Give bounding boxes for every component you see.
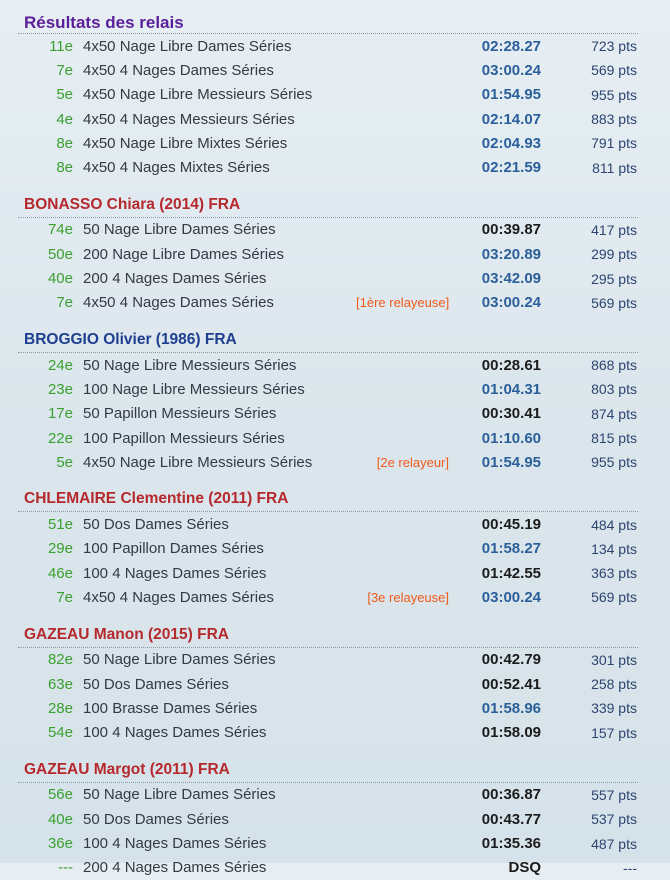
result-row[interactable] [18,242,638,266]
event-name: 4x50 Nage Libre Dames Séries [83,37,292,55]
rank-label: 11e [49,37,73,55]
result-row[interactable] [18,537,638,561]
rank-label: 74e [47,221,73,239]
result-section [18,0,638,180]
result-row[interactable] [18,34,638,58]
rank-label: 8e [56,159,73,177]
swim-time: 01:58.27 [481,540,541,558]
rank-label: 8e [56,134,73,152]
result-row[interactable] [18,58,638,82]
points-value: 569 pts [591,62,637,79]
points-value: 134 pts [591,540,637,557]
swim-time: 01:54.95 [481,86,541,104]
rank-label: 7e [56,588,73,606]
points-value: 569 pts [591,589,637,606]
results-page [18,0,638,880]
swim-time: 01:35.36 [481,835,541,853]
event-name: 50 Dos Dames Séries [83,810,229,828]
section-gap [18,745,638,758]
swim-time: 01:42.55 [481,564,541,582]
event-name: 100 Papillon Messieurs Séries [83,429,285,447]
result-row[interactable] [18,155,638,179]
rank-label: 63e [47,675,73,693]
swim-time: 01:58.96 [481,699,541,717]
result-section [18,623,638,745]
rank-label: 7e [56,294,73,312]
points-value: 557 pts [591,786,637,803]
swimmer-name[interactable]: CHLEMAIRE Clementine (2011) FRA [18,487,638,512]
rank-label: 5e [56,86,73,104]
result-row[interactable] [18,672,638,696]
swimmer-name[interactable]: GAZEAU Margot (2011) FRA [18,758,638,783]
points-value: 417 pts [591,221,637,238]
result-row[interactable] [18,648,638,672]
event-name: 200 4 Nages Dames Séries [83,859,267,877]
rank-label: 40e [47,270,73,288]
points-value: 811 pts [592,159,637,176]
result-row[interactable] [18,266,638,290]
result-row[interactable] [18,512,638,536]
swim-time: 00:42.79 [481,651,541,669]
result-row[interactable] [18,107,638,131]
points-value: 815 pts [591,430,637,446]
rank-label: 28e [47,699,73,717]
event-name: 50 Dos Dames Séries [83,675,229,693]
points-value: 339 pts [591,700,637,717]
result-row[interactable] [18,585,638,609]
points-value: 569 pts [591,294,637,311]
section-gap [18,180,638,193]
event-name: 50 Dos Dames Séries [83,516,229,534]
points-value: 258 pts [591,676,637,693]
swim-time: 00:52.41 [481,675,541,693]
swim-time: 00:39.87 [481,221,541,239]
result-section [18,758,638,880]
event-name: 4x50 4 Nages Dames Séries [83,61,274,79]
swim-time: 01:04.31 [481,380,541,398]
swim-time: 03:20.89 [481,245,541,263]
event-name: 50 Nage Libre Messieurs Séries [83,356,297,374]
rank-label: 4e [56,110,73,128]
points-value: 723 pts [591,38,637,55]
swim-time: 00:36.87 [481,786,541,804]
swim-time: 01:10.60 [481,429,541,447]
points-value: 157 pts [591,724,637,741]
swim-time: 00:43.77 [481,810,541,828]
points-value: --- [623,859,637,876]
points-value: 791 pts [591,135,637,152]
result-row[interactable] [18,696,638,720]
event-name: 4x50 4 Nages Dames Séries [83,294,274,312]
result-row[interactable] [18,377,638,401]
rank-label: 29e [47,540,73,558]
event-name: 50 Nage Libre Dames Séries [83,651,276,669]
swimmer-name[interactable]: BROGGIO Olivier (1986) FRA [18,328,638,353]
result-section [18,193,638,315]
rank-label: 46e [47,564,73,582]
swim-time: 02:28.27 [481,37,541,55]
rank-label: 50e [47,245,73,263]
swim-time: 02:04.93 [481,134,541,152]
event-name: 100 4 Nages Dames Séries [83,835,267,853]
swim-time: 03:00.24 [481,61,541,79]
points-value: 874 pts [591,405,637,422]
result-row[interactable] [18,807,638,831]
rank-label: 51e [47,516,73,534]
rank-label: 22e [47,429,73,447]
result-row[interactable] [18,131,638,155]
rank-label: 5e [56,453,73,471]
event-name: 4x50 Nage Libre Messieurs Séries [83,453,313,471]
points-value: 484 pts [591,516,637,533]
points-value: 487 pts [591,835,637,852]
rank-label: 24e [47,356,73,374]
points-value: 301 pts [591,651,637,668]
relay-results-title: Résultats des relais [18,0,638,34]
swim-time: 03:00.24 [481,294,541,312]
event-name: 100 Nage Libre Messieurs Séries [83,380,305,398]
event-name: 50 Nage Libre Dames Séries [83,786,276,804]
event-name: 4x50 4 Nages Mixtes Séries [83,159,270,177]
section-gap [18,610,638,623]
points-value: 883 pts [591,111,637,128]
result-row[interactable] [18,426,638,450]
event-name: 100 Papillon Dames Séries [83,540,264,558]
rank-label: 82e [47,651,73,669]
result-row[interactable] [18,856,638,880]
points-value: 803 pts [591,381,637,398]
swim-time: 00:45.19 [481,516,541,534]
result-row[interactable] [18,721,638,745]
rank-label: 56e [47,786,73,804]
points-value: 299 pts [591,246,637,263]
result-section [18,328,638,474]
swim-time: 02:14.07 [481,110,541,128]
event-name: 200 Nage Libre Dames Séries [83,245,284,263]
swimmer-name[interactable]: BONASSO Chiara (2014) FRA [18,193,638,218]
event-name: 50 Papillon Messieurs Séries [83,405,277,423]
swim-time: 03:42.09 [481,270,541,288]
event-name: 100 4 Nages Dames Séries [83,724,267,742]
points-value: 955 pts [591,86,637,103]
event-name: 50 Nage Libre Dames Séries [83,221,276,239]
result-row[interactable] [18,450,638,474]
result-row[interactable] [18,561,638,585]
result-row[interactable] [18,783,638,807]
swimmer-name[interactable]: GAZEAU Manon (2015) FRA [18,623,638,648]
points-value: 537 pts [591,811,637,828]
rank-label: 17e [47,405,73,423]
points-value: 955 pts [591,454,637,471]
points-value: 295 pts [591,270,637,287]
rank-label: 7e [56,61,73,79]
swim-time: 01:54.95 [481,453,541,471]
swim-time: 01:58.09 [481,724,541,742]
relay-position-note: [1ère relayeuse] [356,295,450,311]
result-row[interactable] [18,291,638,315]
result-row[interactable] [18,402,638,426]
result-row[interactable] [18,83,638,107]
swim-time: 00:28.61 [481,356,541,374]
swim-time: 03:00.24 [481,588,541,606]
swim-time: DSQ [508,859,541,877]
event-name: 4x50 4 Nages Dames Séries [83,588,274,606]
result-row[interactable] [18,218,638,242]
event-name: 4x50 4 Nages Messieurs Séries [83,110,295,128]
result-row[interactable] [18,353,638,377]
rank-label: 54e [47,724,73,742]
points-value: 868 pts [591,357,637,374]
event-name: 4x50 Nage Libre Messieurs Séries [83,86,313,104]
rank-label: 23e [47,380,73,398]
event-name: 200 4 Nages Dames Séries [83,270,267,288]
event-name: 4x50 Nage Libre Mixtes Séries [83,134,288,152]
points-value: 363 pts [591,565,637,582]
relay-position-note: [2e relayeur] [376,454,449,470]
rank-label: 36e [47,835,73,853]
rank-label: --- [58,859,73,877]
event-name: 100 4 Nages Dames Séries [83,564,267,582]
rank-label: 40e [47,810,73,828]
section-gap [18,474,638,487]
event-name: 100 Brasse Dames Séries [83,699,258,717]
result-section [18,487,638,609]
result-row[interactable] [18,831,638,855]
swim-time: 02:21.59 [481,159,541,177]
section-gap [18,315,638,328]
relay-position-note: [3e relayeuse] [367,589,449,605]
swim-time: 00:30.41 [481,405,541,423]
